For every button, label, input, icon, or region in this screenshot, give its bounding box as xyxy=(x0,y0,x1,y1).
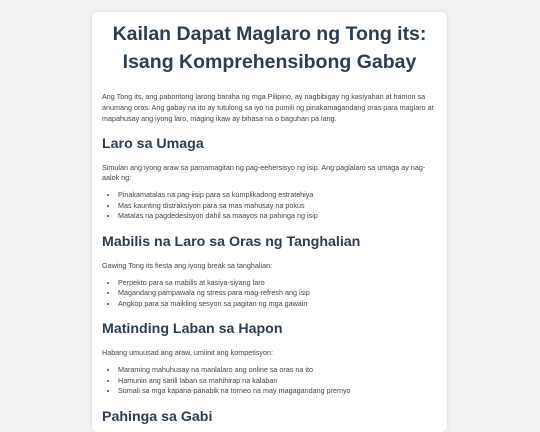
list-item: • Pinakamatalas na pag-iisip para sa kumplikadong estratehiya xyxy=(118,190,437,201)
list-item: • Perpekto para sa mabilis at kasiya-siyang laro xyxy=(118,278,437,289)
list-item: • Maraming mahuhusay na manlalaro ang online sa oras na ito xyxy=(118,365,437,376)
list-item: • Angkop para sa maikling sesyon sa pagitan ng mga gawain xyxy=(118,299,437,310)
section-heading-morning: Laro sa Umaga xyxy=(102,136,204,153)
article-card xyxy=(92,12,447,432)
section-lead-lunch: Gawing Tong its fiesta ang iyong break sa tanghalian: xyxy=(102,260,273,270)
list-item: • Sumali sa mga kapana-panabik na torneo na may magagandang premyo xyxy=(118,386,437,397)
list-item: • Hamunin ang sarili laban sa mahihirap na kalaban xyxy=(118,376,437,387)
section-lead-morning: Simulan ang iyong araw sa pamamagitan ng pag-eehersisyo ng isip. Ang paglalaro sa umaga ay nag-aalok ng: xyxy=(102,163,426,183)
section-heading-afternoon: Matinding Laban sa Hapon xyxy=(102,321,283,338)
page-title: Kailan Dapat Maglaro ng Tong its: Isang Komprehensibong Gabay xyxy=(112,23,427,73)
bullet-list-morning xyxy=(102,190,437,222)
section-heading-lunch: Mabilis na Laro sa Oras ng Tanghalian xyxy=(102,233,361,250)
list-item: • Magandang pampawala ng stress para mag-refresh ang isip xyxy=(118,288,437,299)
section-lead-afternoon: Habang umuusad ang araw, umiinit ang kompetisyon: xyxy=(102,348,274,358)
list-item: • Matalas na pagdedesisyon dahil sa maayos na pahinga ng isip xyxy=(118,211,437,222)
bullet-list-afternoon xyxy=(102,365,437,397)
intro-paragraph: Ang Tong its, ang paboritong larong baraha ng mga Pilipino, ay nagbibigay ng kasiyahan at hamon sa anumang oras. Ang gabay na ito ay tutulong sa iyo na pumili ng pinakamagandang oras para maglaro at mapahusay ang iyong laro, maging ikaw ay bihasa na o baguhan pa lang. xyxy=(102,92,434,123)
list-item: • Mas kaunting distraksiyon para sa mas mahusay na pokus xyxy=(118,201,437,212)
section-heading-evening: Pahinga sa Gabi xyxy=(102,408,213,425)
bullet-list-lunch xyxy=(102,278,437,310)
